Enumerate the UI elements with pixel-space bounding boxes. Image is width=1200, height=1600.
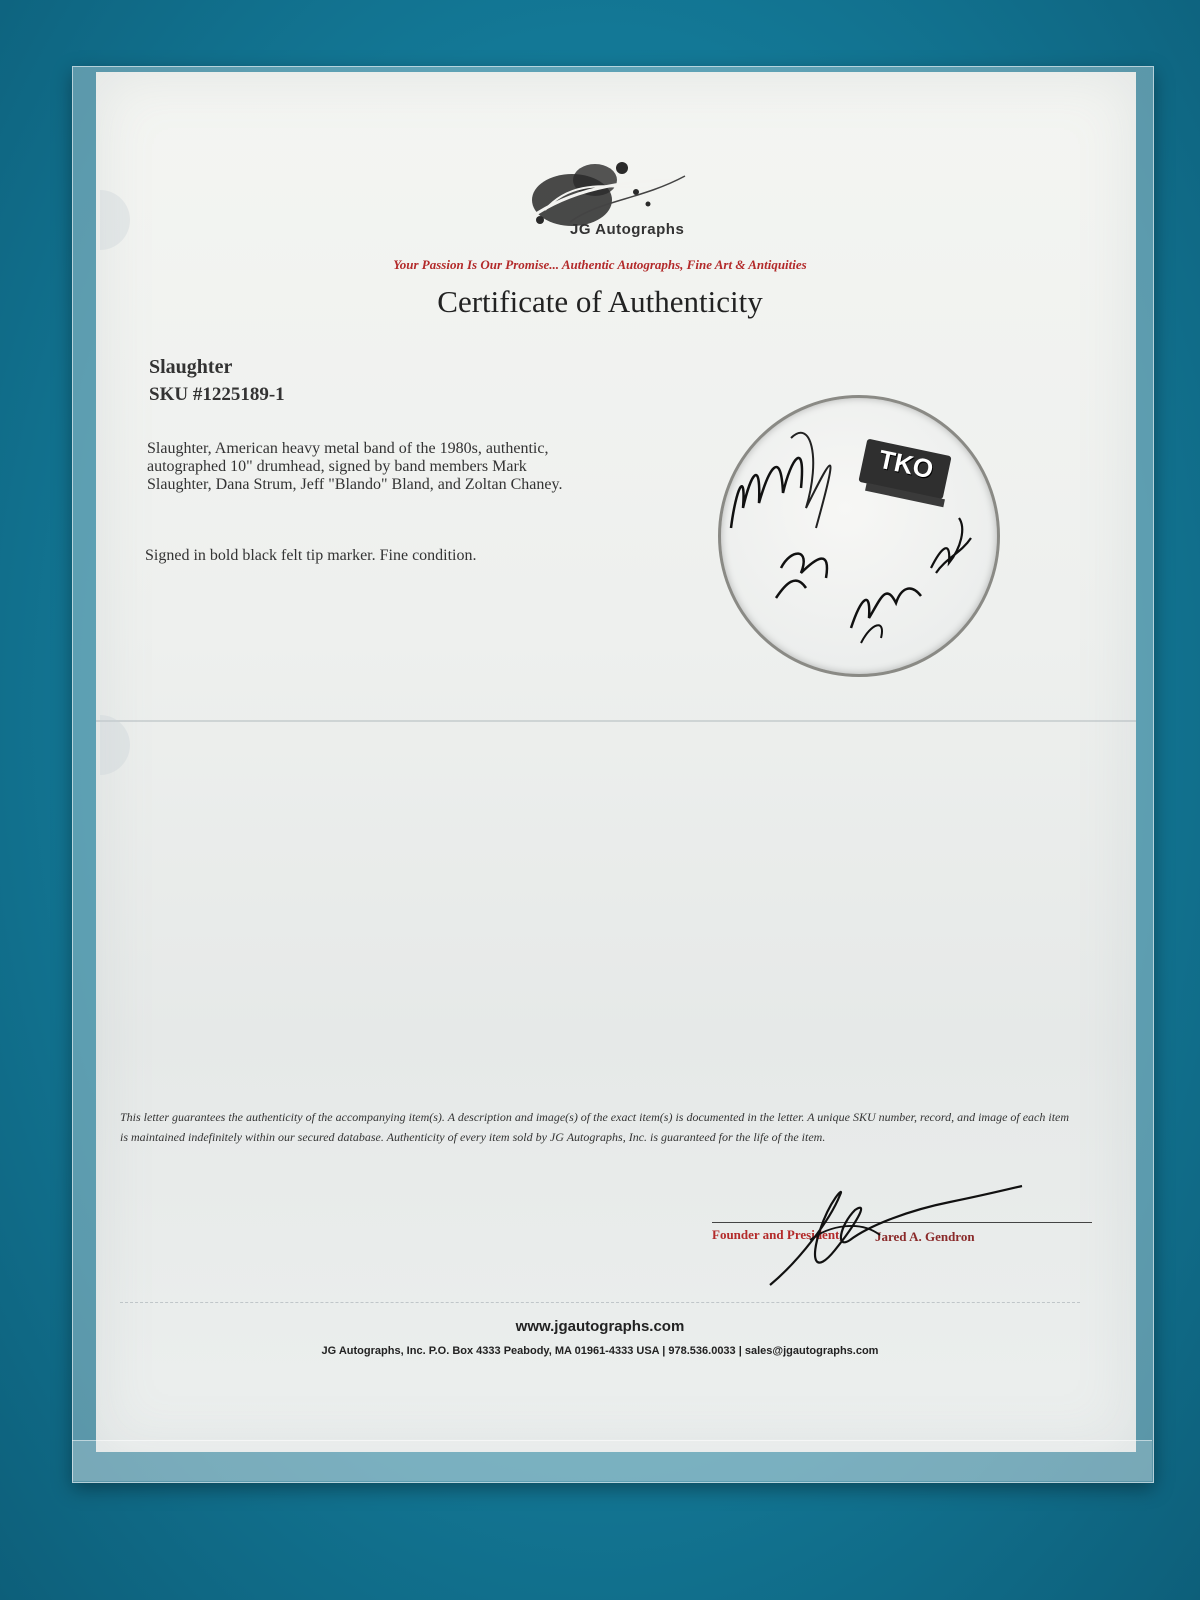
signer-name: Jared A. Gendron	[875, 1229, 975, 1244]
footer-address: JG Autographs, Inc. P.O. Box 4333 Peabody, MA 01961-4333 USA | 978.536.0033 | sales@jgautographs.com	[321, 1345, 879, 1357]
item-sku: SKU #1225189-1	[149, 384, 285, 405]
item-name: Slaughter	[149, 356, 233, 378]
item-condition: Signed in bold black felt tip marker. Fine condition.	[145, 547, 477, 564]
sleeve-bottom-edge	[72, 1440, 1152, 1481]
brand-name: JG Autographs	[570, 221, 685, 238]
handwritten-signature-icon	[760, 1180, 1030, 1295]
paper-fold-line	[96, 720, 1136, 722]
footer-website[interactable]: www.jgautographs.com	[515, 1318, 685, 1335]
item-description: Slaughter, American heavy metal band of the 1980s, authentic, autographed 10" drumhead, signed by band members Mark Slaughter, Dana Strum, Jeff "Blando" Bland, and Zoltan Chaney.	[147, 440, 563, 493]
signer-role: Founder and President,	[712, 1227, 843, 1242]
legal-text: This letter guarantees the authenticity of the accompanying item(s). A description and image(s) of the exact item(s) is documented in the letter. A unique SKU number, record, and image of each item is maintained indefinitely within our secured database. Authenticity of every item sold by JG Autographs, Inc. is guaranteed for the life of the item.	[120, 1110, 1070, 1144]
drumhead-image	[718, 395, 1000, 677]
footer-divider	[120, 1302, 1080, 1303]
page-title: Certificate of Authenticity	[437, 284, 763, 319]
drumhead-signatures-icon	[721, 398, 997, 674]
tagline: Your Passion Is Our Promise... Authentic Autographs, Fine Art & Antiquities	[393, 257, 807, 272]
drumhead-logo: TKO	[858, 439, 951, 500]
